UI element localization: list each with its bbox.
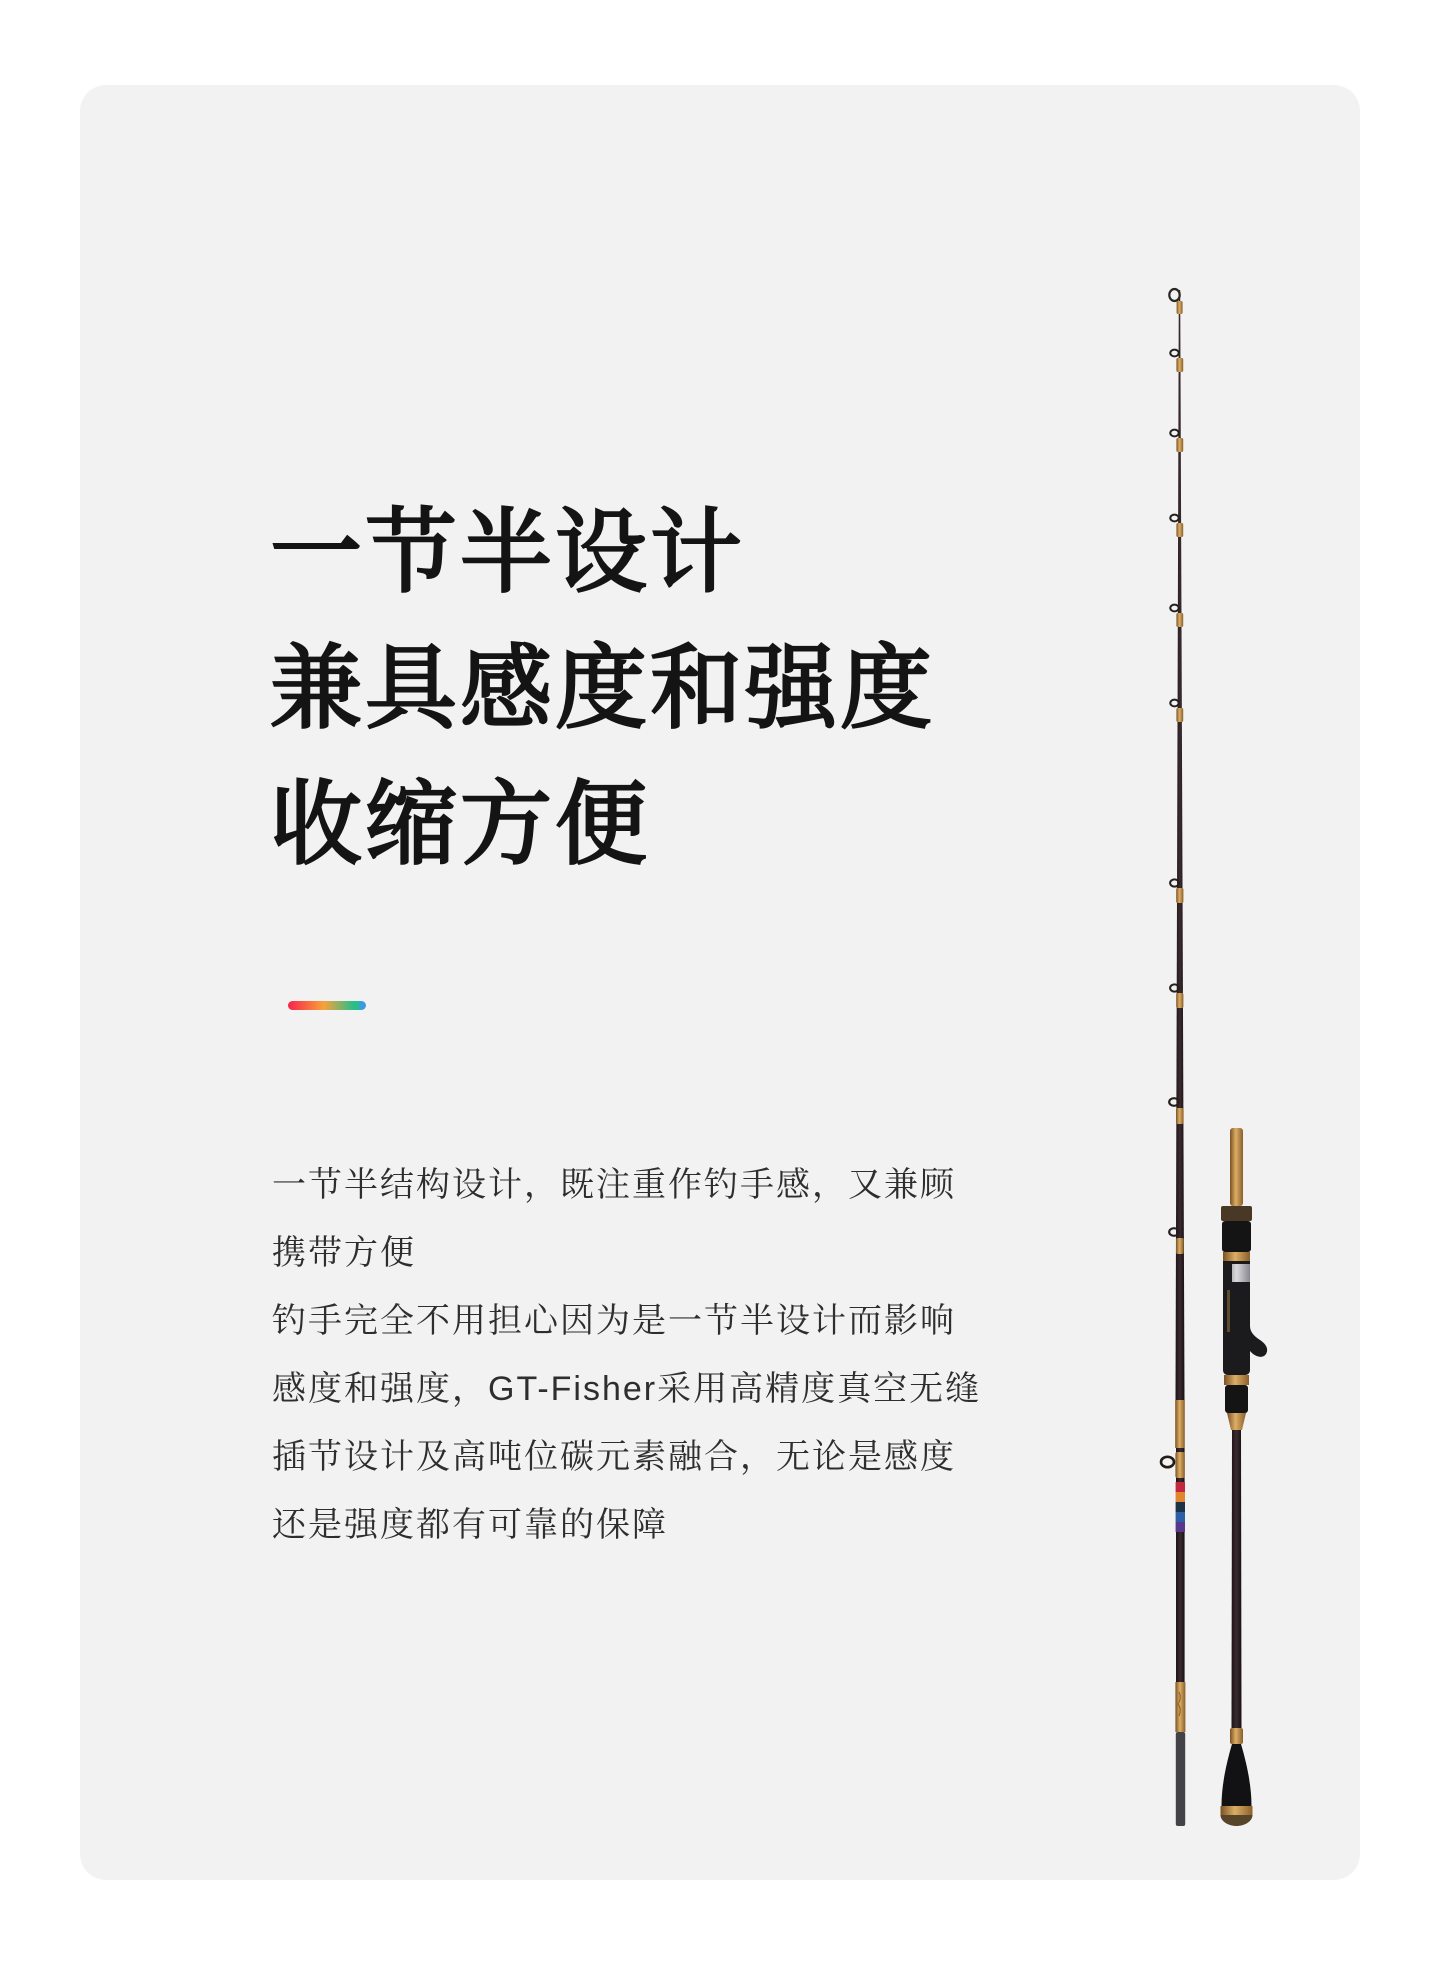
accent-divider [288, 1001, 366, 1010]
rod-handle-section [1221, 1128, 1268, 1826]
description-line: 一节半结构设计，既注重作钓手感，又兼顾 [272, 1166, 956, 1204]
description-line: 感度和强度，GT-Fisher采用高精度真空无缝 [272, 1370, 982, 1408]
product-card [80, 85, 1360, 1880]
product-description [272, 1151, 1012, 1559]
fishing-rod-image [1120, 280, 1340, 1840]
page-title [270, 485, 935, 893]
title-line-3: 收缩方便 [270, 774, 651, 876]
description-line: 插节设计及高吨位碳元素融合，无论是感度 [272, 1438, 956, 1476]
title-line-1: 一节半设计 [270, 502, 746, 604]
description-line: 携带方便 [272, 1234, 416, 1272]
description-line: 钓手完全不用担心因为是一节半设计而影响 [272, 1302, 956, 1340]
rod-tip-section [1161, 289, 1185, 1826]
description-line: 还是强度都有可靠的保障 [272, 1506, 668, 1544]
title-line-2: 兼具感度和强度 [270, 638, 936, 740]
